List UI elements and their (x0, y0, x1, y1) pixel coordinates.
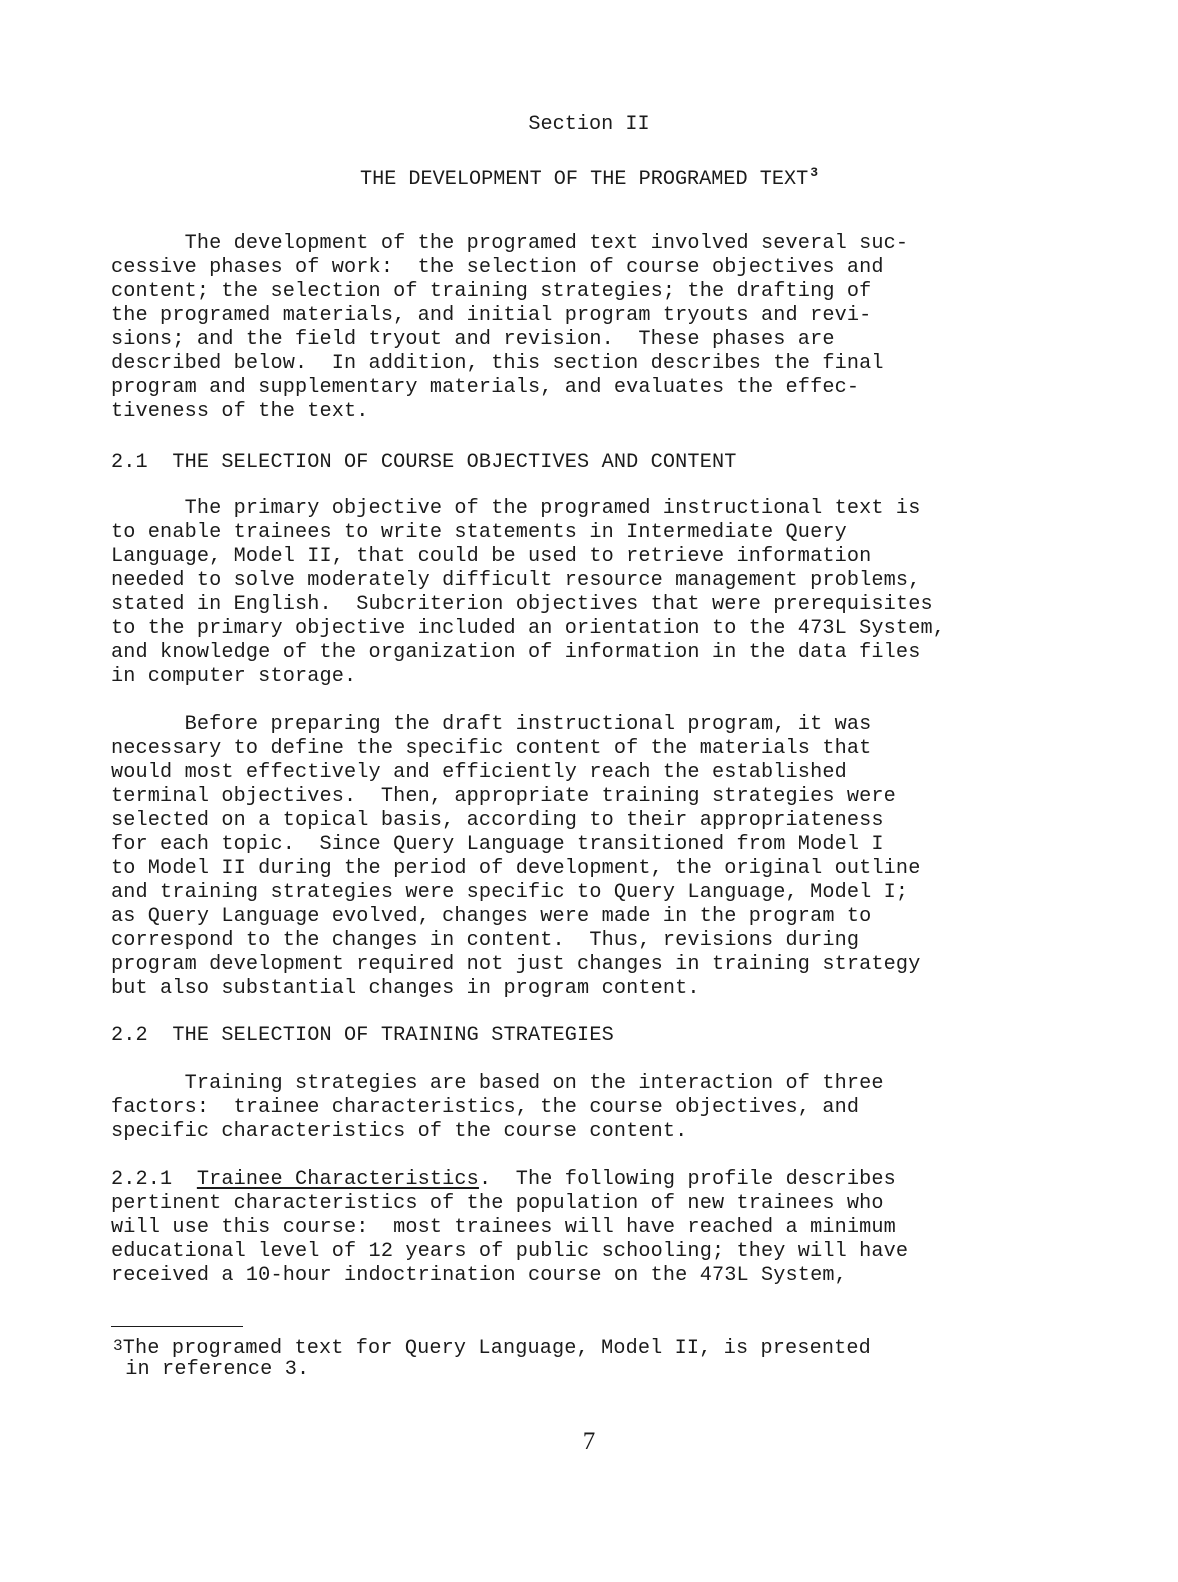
footnote-rule (111, 1326, 243, 1327)
text-line: in computer storage. (111, 665, 357, 688)
text-line: received a 10-hour indoctrination course on the 473L System, (111, 1264, 847, 1287)
subsection-title: Trainee Characteristics (196, 1168, 479, 1191)
footnote-text-1: The programed text for Query Language, Model II, is presented (122, 1337, 871, 1360)
text-line: to Model II during the period of development, the original outline (111, 857, 921, 880)
footnote-number: 3 (113, 1337, 123, 1355)
text-line: as Query Language evolved, changes were made in the program to (111, 905, 872, 928)
subsection-first-line-rest: . The following profile describes (478, 1168, 896, 1191)
text-line: and knowledge of the organization of information in the data files (111, 641, 921, 664)
footnote-marker: 3 (810, 165, 819, 180)
text-line: specific characteristics of the course content. (111, 1120, 688, 1143)
text-line: Training strategies are based on the interaction of three (111, 1072, 884, 1095)
text-line: to enable trainees to write statements in Intermediate Query (111, 521, 847, 544)
section-label: Section II (528, 113, 650, 136)
text-line: but also substantial changes in program content. (111, 977, 700, 1000)
text-line: Before preparing the draft instructional program, it was (111, 713, 872, 736)
page-number: 7 (582, 1428, 596, 1455)
text-line: pertinent characteristics of the population of new trainees who (111, 1192, 884, 1215)
text-line: Language, Model II, that could be used to retrieve information (111, 545, 872, 568)
footnote-line-2: in reference 3. (113, 1358, 310, 1381)
text-line: would most effectively and efficiently reach the established (111, 761, 847, 784)
text-line: sions; and the field tryout and revision. These phases are (111, 328, 835, 351)
text-line: for each topic. Since Query Language transitioned from Model I (111, 833, 884, 856)
text-line: stated in English. Subcriterion objectives that were prerequisites (111, 593, 933, 616)
text-line: program and supplementary materials, and evaluates the effec- (111, 376, 860, 399)
text-line: to the primary objective included an orientation to the 473L System, (111, 617, 945, 640)
text-line: the programed materials, and initial program tryouts and revi- (111, 304, 872, 327)
text-line: terminal objectives. Then, appropriate training strategies were (111, 785, 896, 808)
text-line: The primary objective of the programed instructional text is (111, 497, 921, 520)
footnote-line-1 (113, 1334, 871, 1361)
paragraph-2-2-1-first-line (111, 1168, 896, 1192)
text-line: cessive phases of work: the selection of course objectives and (111, 256, 884, 279)
text-line: factors: trainee characteristics, the course objectives, and (111, 1096, 860, 1119)
text-line: selected on a topical basis, according to their appropriateness (111, 809, 884, 832)
text-line: needed to solve moderately difficult resource management problems, (111, 569, 921, 592)
heading-2-1: 2.1 THE SELECTION OF COURSE OBJECTIVES AND CONTENT (111, 451, 737, 474)
text-line: correspond to the changes in content. Thus, revisions during (111, 929, 860, 952)
text-line: necessary to define the specific content of the materials that (111, 737, 872, 760)
text-line: tiveness of the text. (111, 400, 369, 423)
text-line: and training strategies were specific to Query Language, Model I; (111, 881, 909, 904)
text-line: program development required not just changes in training strategy (111, 953, 921, 976)
heading-2-2: 2.2 THE SELECTION OF TRAINING STRATEGIES (111, 1024, 614, 1047)
text-line: will use this course: most trainees will have reached a minimum (111, 1216, 896, 1239)
text-line: content; the selection of training strategies; the drafting of (111, 280, 872, 303)
text-line: The development of the programed text involved several suc- (111, 232, 909, 255)
text-line: educational level of 12 years of public schooling; they will have (111, 1240, 909, 1263)
subsection-number: 2.2.1 (111, 1168, 197, 1191)
section-title (0, 161, 1178, 192)
section-title-text: THE DEVELOPMENT OF THE PROGRAMED TEXT (359, 168, 809, 191)
text-line: described below. In addition, this section describes the final (111, 352, 884, 375)
